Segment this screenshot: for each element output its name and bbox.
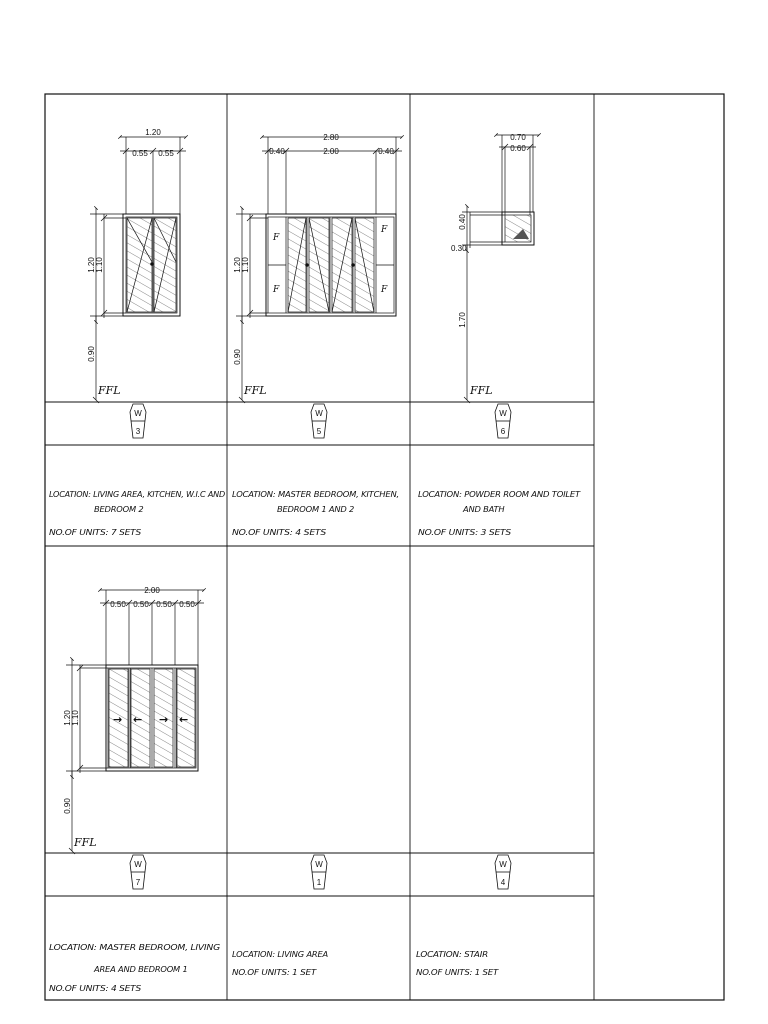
w7-location-line2: AREA AND BEDROOM 1 [94, 964, 188, 974]
w6-floor-label: FFL [470, 384, 493, 397]
w5-units: NO.OF UNITS: 4 SETS [232, 527, 326, 537]
tag-w6-number: 6 [500, 427, 506, 436]
w6-height-outer: 0.40 [458, 214, 467, 230]
w3-total-width: 1.20 [145, 128, 161, 137]
w5-location-line2: BEDROOM 1 AND 2 [277, 504, 355, 514]
tag-w4-number: 4 [500, 878, 506, 887]
w5-center-width: 2.00 [323, 147, 339, 156]
tag-w5-letter: W [315, 409, 323, 418]
w1-location-line1: LOCATION: LIVING AREA [232, 949, 329, 959]
w5-location-line1: LOCATION: MASTER BEDROOM, KITCHEN, [232, 489, 399, 499]
tag-w6-letter: W [499, 409, 507, 418]
w7-slide-right-arrow-1: → [113, 713, 123, 726]
w3-panel-b-width: 0.55 [158, 149, 174, 158]
w3-location-line1: LOCATION: LIVING AREA, KITCHEN, W.I.C AND [49, 489, 225, 499]
tag-w7-letter: W [134, 860, 142, 869]
w5-fixed-label-tl: F [273, 233, 280, 243]
w4-units: NO.OF UNITS: 1 SET [416, 967, 500, 977]
tag-w3-letter: W [134, 409, 142, 418]
w7-height-outer: 1.20 [63, 710, 72, 726]
window-w3-elevation [90, 137, 186, 403]
w5-side-right-width: 0.40 [378, 147, 394, 156]
w3-panel-a-width: 0.55 [132, 149, 148, 158]
w6-height-inner: 0.30 [451, 244, 467, 253]
window-w5-elevation [236, 137, 402, 403]
w7-sill-height: 0.90 [63, 798, 72, 814]
w5-side-left-width: 0.40 [269, 147, 285, 156]
tag-w3-number: 3 [135, 427, 141, 436]
w7-total-width: 2.00 [144, 586, 160, 595]
w3-location-line2: BEDROOM 2 [94, 504, 144, 514]
w3-sill-height: 0.90 [87, 346, 96, 362]
w6-sill-height: 1.70 [458, 312, 467, 328]
tag-w1-letter: W [315, 860, 323, 869]
w6-location-line1: LOCATION: POWDER ROOM AND TOILET [418, 489, 582, 499]
w7-panel-4-width: 0.50 [179, 600, 195, 609]
w1-units: NO.OF UNITS: 1 SET [232, 967, 318, 977]
window-w6-labels [451, 133, 526, 397]
w7-height-inner: 1.10 [71, 710, 80, 726]
w7-location-line1: LOCATION: MASTER BEDROOM, LIVING [49, 942, 221, 952]
w3-units: NO.OF UNITS: 7 SETS [49, 527, 141, 537]
w6-total-width: 0.70 [510, 133, 526, 142]
w3-height-inner: 1.10 [95, 257, 104, 273]
w5-fixed-label-br: F [381, 285, 388, 295]
w7-units: NO.OF UNITS: 4 SETS [49, 983, 141, 993]
w7-panel-3-width: 0.50 [156, 600, 172, 609]
w5-fixed-label-bl: F [273, 285, 280, 295]
window-w6-elevation [462, 135, 539, 403]
w6-location-line2: AND BATH [463, 504, 505, 514]
w5-fixed-label-tr: F [381, 225, 388, 235]
w3-height-outer: 1.20 [87, 257, 96, 273]
w7-slide-right-arrow-2: → [159, 713, 169, 726]
w4-location-line1: LOCATION: STAIR [416, 949, 488, 959]
w5-floor-label: FFL [244, 384, 267, 397]
tag-w7-number: 7 [135, 878, 141, 887]
w3-floor-label: FFL [98, 384, 121, 397]
w5-total-width: 2.80 [323, 133, 339, 142]
tag-w1-number: 1 [316, 878, 322, 887]
w7-panel-2-width: 0.50 [133, 600, 149, 609]
w7-floor-label: FFL [74, 836, 97, 849]
tag-w4-letter: W [499, 860, 507, 869]
w6-units: NO.OF UNITS: 3 SETS [418, 527, 511, 537]
w5-height-outer: 1.20 [233, 257, 242, 273]
w7-slide-left-arrow-1: ← [133, 713, 143, 726]
w7-panel-1-width: 0.50 [110, 600, 126, 609]
w7-slide-left-arrow-2: ← [179, 713, 189, 726]
w5-sill-height: 0.90 [233, 349, 242, 365]
w6-inner-width: 0.60 [510, 144, 526, 153]
window-tag-labels [134, 409, 507, 887]
window-tags [130, 404, 511, 889]
tag-w5-number: 5 [316, 427, 322, 436]
w5-height-inner: 1.10 [241, 257, 250, 273]
